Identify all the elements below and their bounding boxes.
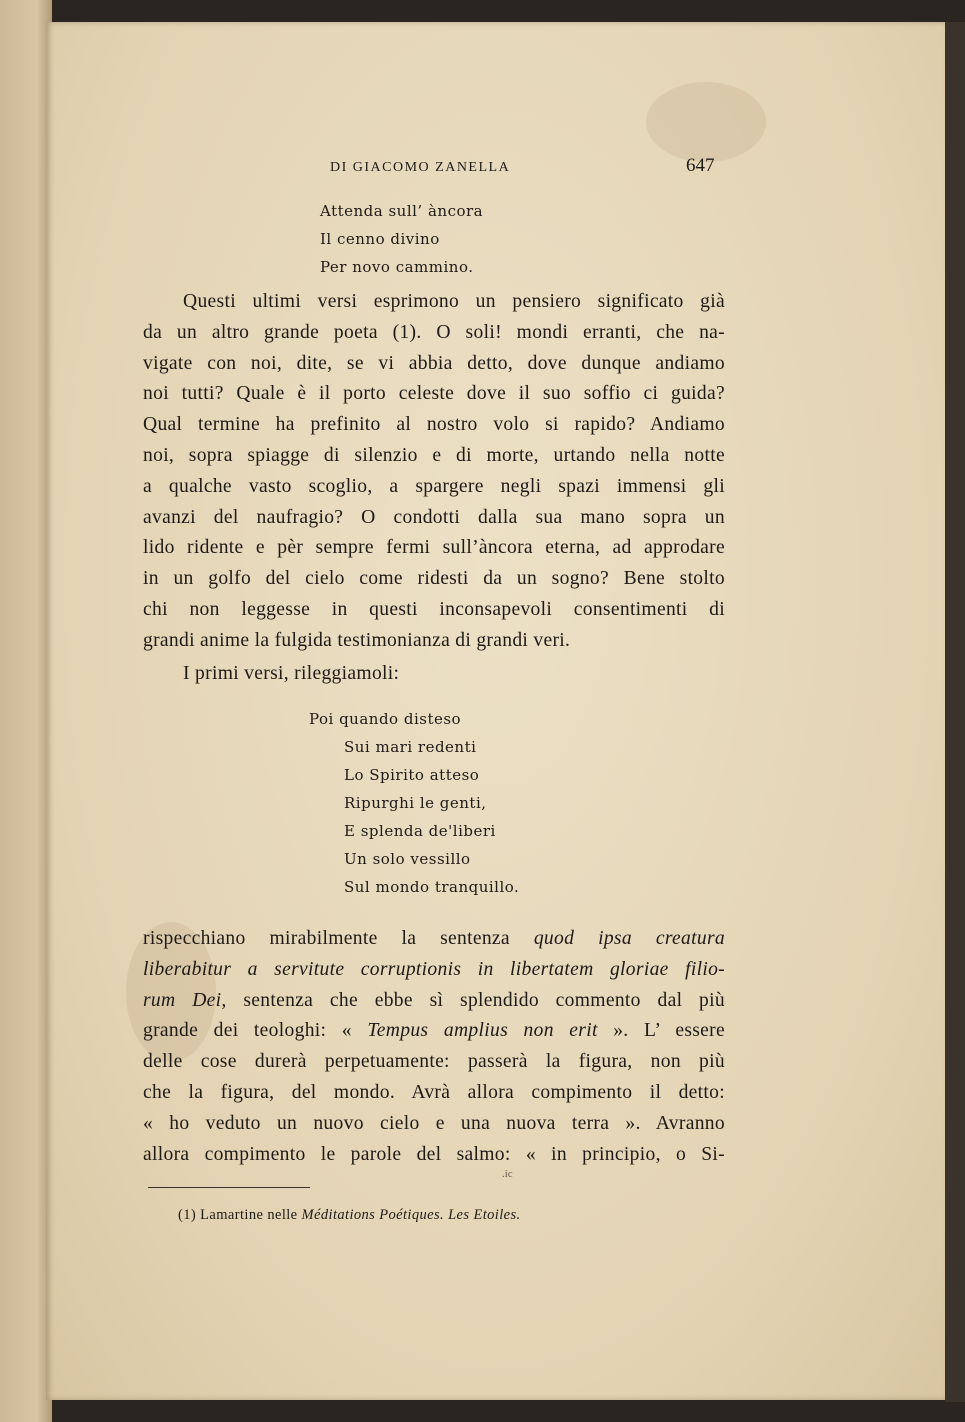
footnote xyxy=(178,1207,521,1224)
latin-quote: quod ipsa creatura xyxy=(533,928,725,949)
text-line: lido ridente e pèr sempre fermi sull’àncora eterna, ad approdare xyxy=(143,537,725,559)
text-line xyxy=(143,986,725,1017)
latin-quote: liberabitur a servitute corruptionis in libertatem gloriae filio- xyxy=(143,958,725,980)
previous-page-edge xyxy=(0,0,52,1422)
signature-mark: .ic xyxy=(502,1168,513,1180)
text-line: Qual termine ha prefinito al nostro volo si rapido? Andiamo xyxy=(143,414,725,436)
text-line: a qualche vasto scoglio, a spargere negli spazi immensi gli xyxy=(143,475,725,497)
text-line: avanzi del naufragio? O condotti dalla sua mano sopra un xyxy=(143,506,725,528)
text-line: chi non leggesse in questi inconsapevoli consentimenti di xyxy=(143,598,725,620)
running-head: DI GIACOMO ZANELLA xyxy=(330,160,511,175)
text-run: grande dei teologhi: « xyxy=(143,1020,368,1042)
text-line: vigate con noi, dite, se vi abbia detto, dove dunque andiamo xyxy=(143,352,725,374)
verse-line: Il cenno divino xyxy=(320,230,440,248)
paragraph-questi-ultimi-versi xyxy=(143,287,725,657)
verse-line: Lo Spirito atteso xyxy=(344,766,480,784)
text-line: grandi anime la fulgida testimonianza di grandi veri. xyxy=(143,629,571,651)
verse-stanza-top xyxy=(320,197,483,281)
verse-line: E splenda de'liberi xyxy=(344,822,496,840)
verse-stanza-middle xyxy=(309,705,519,901)
text-line: in un golfo del cielo come ridesti da un sogno? Bene stolto xyxy=(143,568,725,590)
footnote-text: (1) Lamartine nelle xyxy=(178,1207,302,1223)
verse-line: Un solo vessillo xyxy=(344,850,471,868)
paper-stain xyxy=(646,82,766,162)
verse-line: Sul mondo tranquillo. xyxy=(344,878,520,896)
verse-line: Per novo cammino. xyxy=(320,258,474,276)
text-line: noi tutti? Quale è il porto celeste dove il suo soffio ci guida? xyxy=(143,383,725,405)
text-line: da un altro grande poeta (1). O soli! mondi erranti, che na- xyxy=(143,321,725,343)
text-line: « ho veduto un nuovo cielo e una nuova terra ». Avranno xyxy=(143,1112,725,1134)
latin-quote: rum Dei, xyxy=(143,989,227,1011)
verse-line: Attenda sull’ àncora xyxy=(320,202,484,220)
paragraph-i-primi-versi xyxy=(143,659,725,690)
text-line xyxy=(143,955,725,986)
verse-line: Sui mari redenti xyxy=(344,738,477,756)
text-line xyxy=(143,924,725,955)
verse-line: Ripurghi le genti, xyxy=(344,794,487,812)
text-run: sentenza che ebbe sì splendido commento dal più xyxy=(226,989,725,1011)
verse-line: Poi quando disteso xyxy=(309,710,462,728)
latin-quote: Tempus amplius non erit xyxy=(367,1020,598,1042)
text-line: che la figura, del mondo. Avrà allora compimento il detto: xyxy=(143,1081,725,1103)
text-line: I primi versi, rileggiamoli: xyxy=(183,663,400,684)
right-background-edge xyxy=(945,22,965,1402)
text-line: Questi ultimi versi esprimono un pensiero significato già xyxy=(183,291,725,312)
text-line xyxy=(143,1016,725,1047)
page-number: 647 xyxy=(686,155,715,176)
footnote-rule xyxy=(148,1187,310,1188)
footnote-title: Méditations Poétiques. Les Etoiles. xyxy=(301,1207,521,1223)
text-line: delle cose durerà perpetuamente: passerà la figura, non più xyxy=(143,1051,725,1073)
paragraph-rispecchiano xyxy=(143,924,725,1170)
text-line: noi, sopra spiagge di silenzio e di morte, urtando nella notte xyxy=(143,444,725,466)
text-run: ». L’ essere xyxy=(597,1020,725,1042)
text-run: rispecchiano mirabilmente la sentenza xyxy=(143,928,534,949)
text-line: allora compimento le parole del salmo: « in principio, o Si- xyxy=(143,1143,725,1165)
